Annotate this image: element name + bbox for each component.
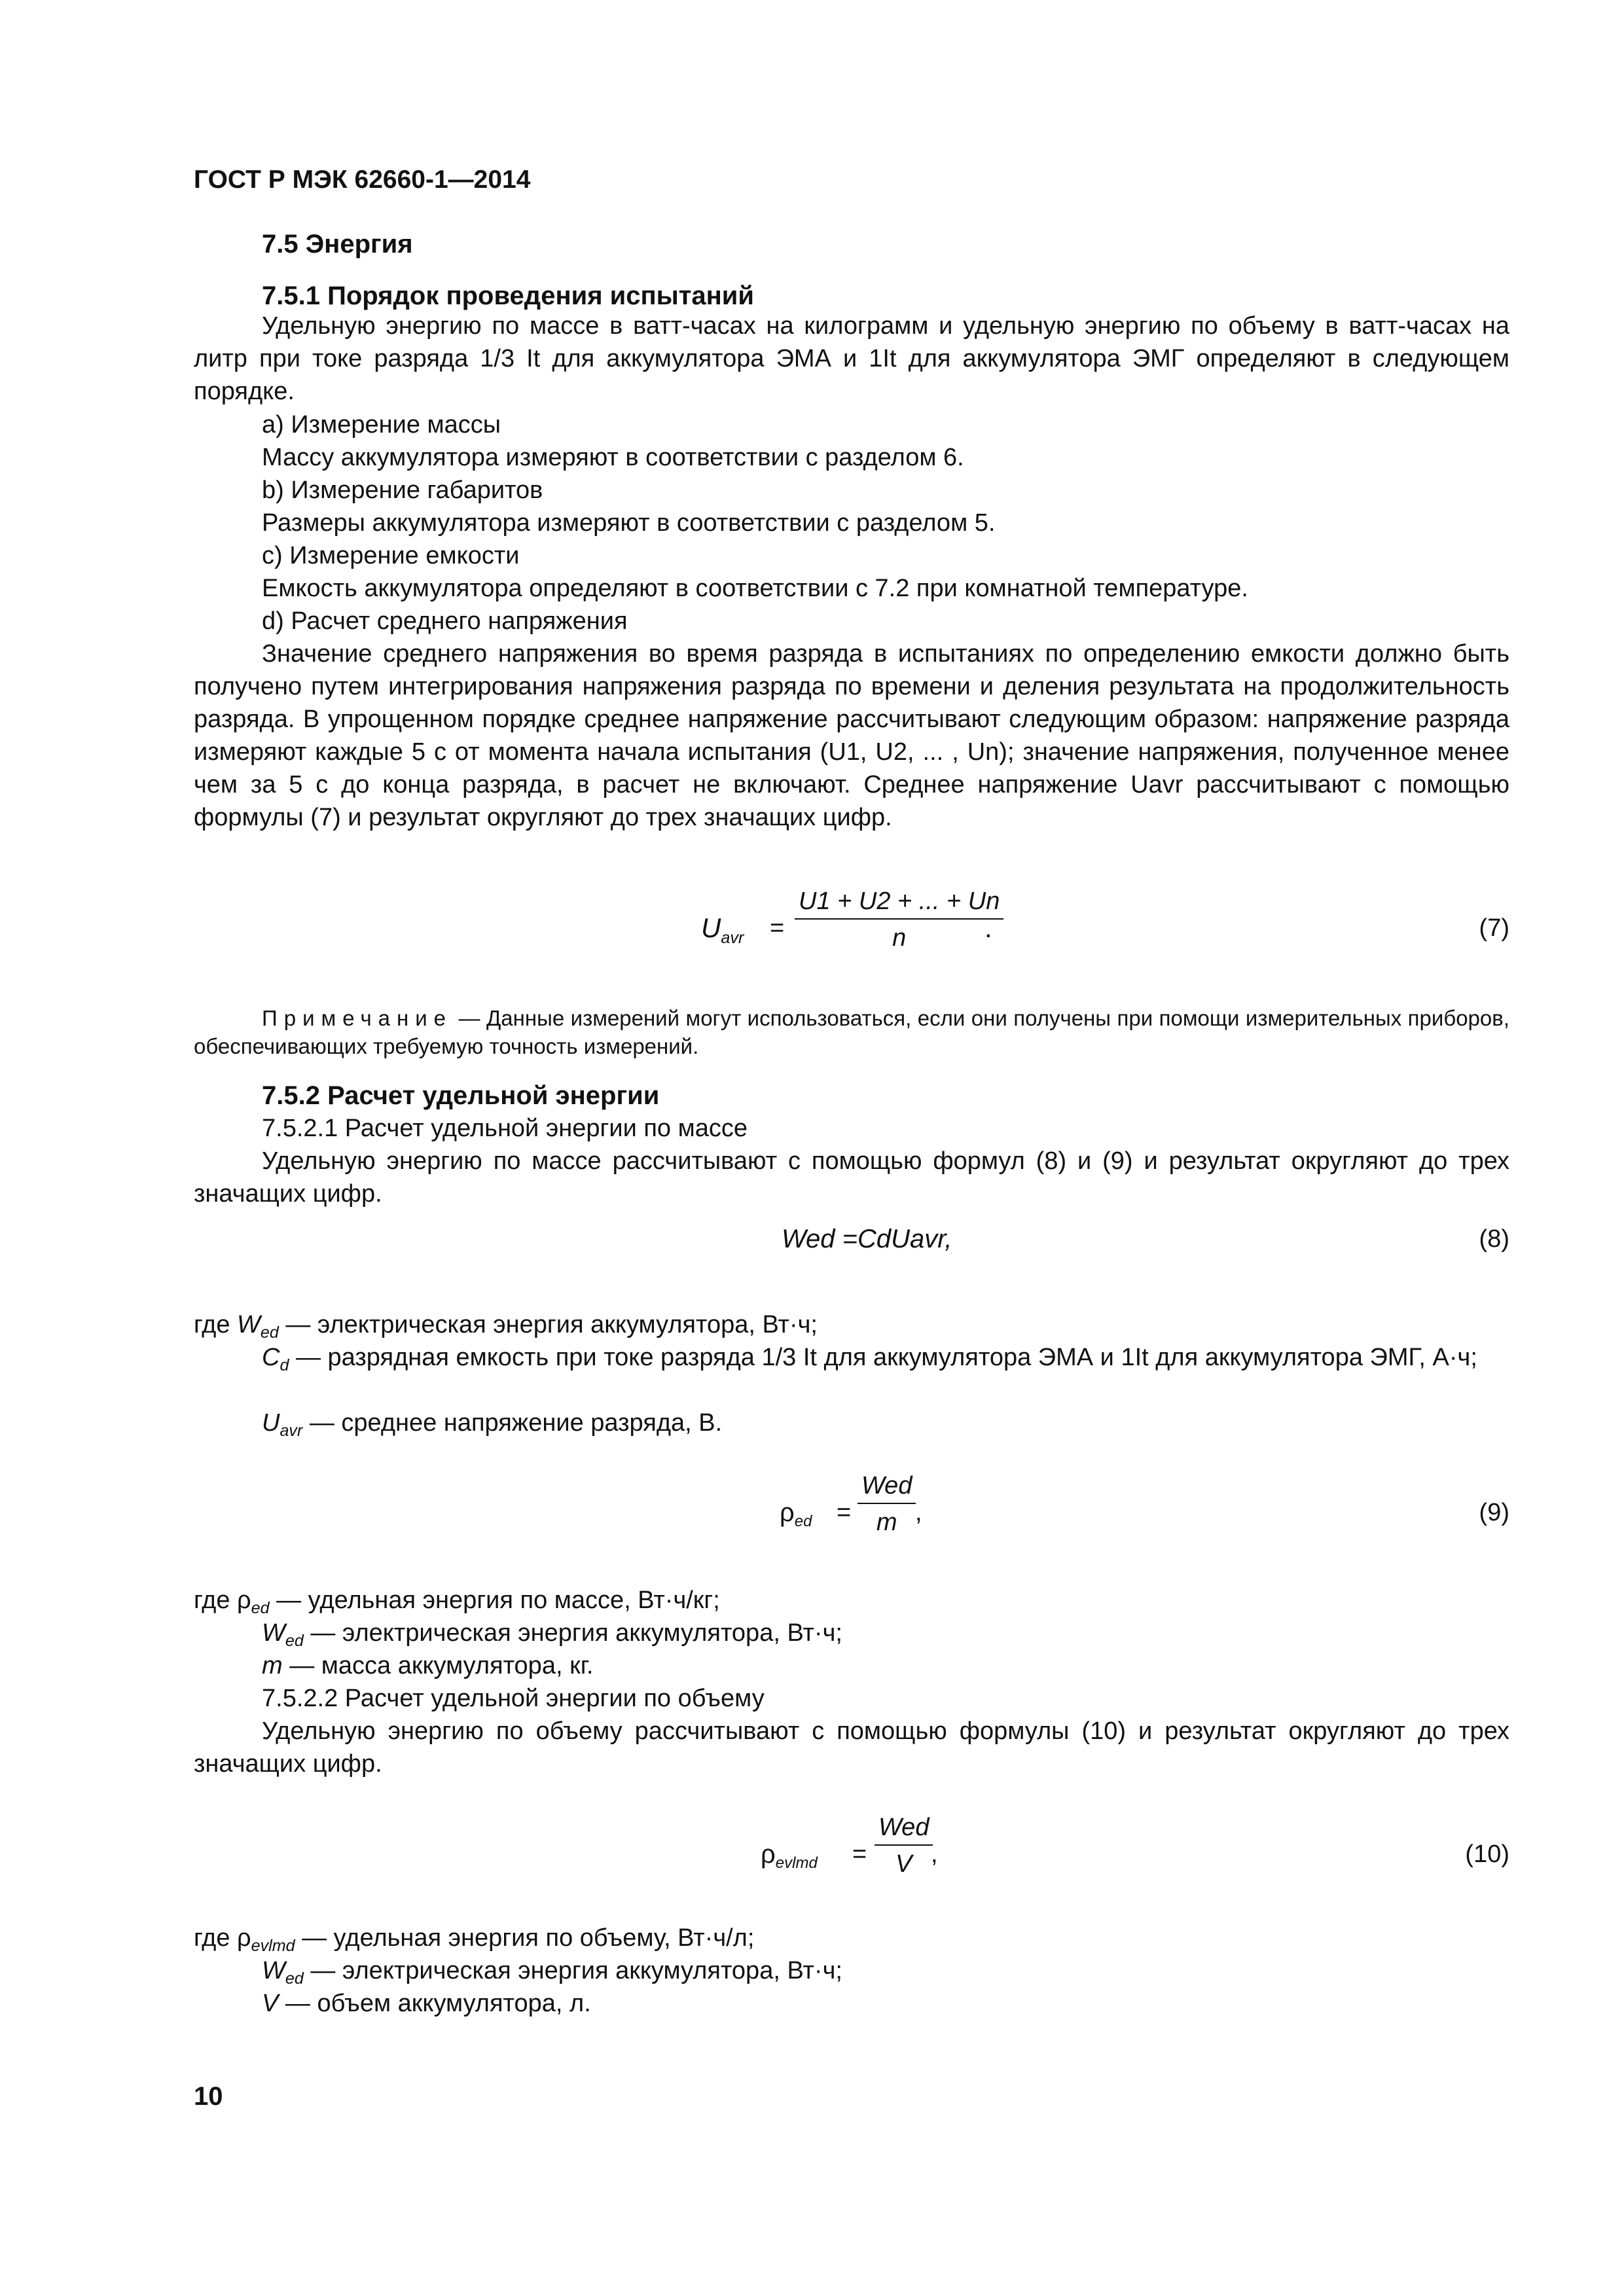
where-9-rho: где $\rho_{ed}$ — удельная энергия по массе, Вт·ч/кг; (194, 1587, 720, 1618)
note-text: — Данные измерений могут использоваться, если они получены при помощи измерительных приборов, обеспечивающих требуемую точность измерений. (194, 1006, 1509, 1058)
item-c-text: Емкость аккумулятора определяют в соответствии с 7.2 при комнатной температуре. (262, 575, 1248, 602)
formula-9 (194, 1471, 1509, 1563)
formula-10-tail: , (931, 1840, 938, 1868)
equation-number-9: (9) (1479, 1499, 1509, 1526)
formula-9-fraction (857, 1471, 916, 1538)
where-8-c: $C_d$ — разрядная емкость при токе разряда 1/3 It для аккумулятора ЭМА и 1It для аккумулятора ЭМГ, А·ч; (262, 1344, 1477, 1375)
item-c-title: c) Измерение емкости (262, 542, 520, 569)
formula-7-numerator: U1 + U2 + ... + Un (795, 887, 1003, 920)
item-a-title: a) Измерение массы (262, 411, 501, 439)
where-10-v: V — объем аккумулятора, л. (262, 1990, 591, 2017)
formula-8 (194, 1223, 1509, 1262)
item-b-title: b) Измерение габаритов (262, 476, 543, 504)
section-7-5-2-title: 7.5.2 Расчет удельной энергии (262, 1081, 660, 1110)
formula-7-fraction (795, 887, 1003, 954)
formula-7-lhs: $U_{avr}$ (701, 912, 744, 947)
formula-8-expression: Wed =CdUavr, (782, 1225, 952, 1253)
formula-9-lhs: $\rho_{ed}$ (780, 1498, 812, 1531)
note (194, 1004, 1509, 1060)
formula-9-equals: = (837, 1499, 852, 1526)
formula-10-denominator: V (895, 1850, 912, 1878)
where-10-w: $W_{ed}$ — электрическая энергия аккумулятора, Вт·ч; (262, 1957, 842, 1988)
equation-number-10: (10) (1465, 1840, 1509, 1868)
item-b-text: Размеры аккумулятора измеряют в соответствии с разделом 5. (262, 509, 996, 537)
where-9-w: $W_{ed}$ — электрическая энергия аккумулятора, Вт·ч; (262, 1619, 842, 1651)
where-8-u: $U_{avr}$ — среднее напряжение разряда, В. (262, 1409, 723, 1441)
formula-10-numerator: Wed (875, 1813, 933, 1846)
where-10-rho: где $\rho_{evlmd}$ — удельная энергия по объему, Вт·ч/л; (194, 1924, 755, 1956)
section-7-5-2-2-title: 7.5.2.2 Расчет удельной энергии по объему (262, 1685, 765, 1712)
formula-9-denominator: m (876, 1509, 897, 1536)
equation-number-7: (7) (1479, 914, 1509, 942)
note-label: Примечание (262, 1006, 453, 1030)
equation-number-8: (8) (1479, 1225, 1509, 1253)
formula-9-tail: , (915, 1499, 922, 1526)
section-7-5-1-title: 7.5.1 Порядок проведения испытаний (262, 281, 754, 310)
item-d-text: Значение среднего напряжения во время разряда в испытаниях по определению емкости должно быть получено путем интегрирования напряжения разряда по времени и деления результата на продолжительность разряда. В упрощенном порядке среднее напряжение рассчитывают следующим образом: напряжение разряда измеряют каждые 5 с от момента начала испытания (U1, U2, ... , Un); значение напряжения, полученное менее чем за 5 с до конца разряда, в расчет не включают. Среднее напряжение Uavr рассчитывают с помощью формулы (7) и результат округляют до трех значащих цифр. (194, 640, 1509, 831)
formula-7 (194, 887, 1509, 978)
section-7-5-2-1-title: 7.5.2.1 Расчет удельной энергии по массе (262, 1115, 748, 1142)
section-7-5-1-intro: Удельную энергию по массе в ватт-часах на килограмм и удельную энергию по объему в ватт-часах на литр при токе разряда 1/3 It для аккумулятора ЭМА и 1It для аккумулятора ЭМГ определяют в следующем порядке. (194, 312, 1509, 405)
formula-7-tail: . (984, 912, 992, 943)
formula-10-lhs: $\rho_{evlmd}$ (761, 1840, 818, 1873)
formula-10 (194, 1813, 1509, 1905)
formula-9-numerator: Wed (857, 1471, 916, 1504)
where-8-w: где $W_{ed}$ — электрическая энергия аккумулятора, Вт·ч; (194, 1311, 818, 1342)
formula-7-equals: = (770, 914, 785, 942)
document-header: ГОСТ Р МЭК 62660-1—2014 (194, 166, 531, 194)
section-7-5-2-1-text: Удельную энергию по массе рассчитывают с помощью формул (8) и (9) и результат округляют до трех значащих цифр. (194, 1147, 1509, 1208)
formula-7-denominator: n (892, 924, 907, 952)
where-9-m: m — масса аккумулятора, кг. (262, 1652, 594, 1679)
page-content (194, 0, 1509, 2296)
section-7-5-title: 7.5 Энергия (262, 230, 413, 259)
formula-10-equals: = (852, 1840, 867, 1868)
item-a-text: Массу аккумулятора измеряют в соответствии с разделом 6. (262, 444, 964, 471)
page-number: 10 (194, 2082, 223, 2111)
formula-10-fraction (875, 1813, 933, 1880)
item-d-title: d) Расчет среднего напряжения (262, 607, 628, 635)
section-7-5-2-2-text: Удельную энергию по объему рассчитывают с помощью формулы (10) и результат округляют до трех значащих цифр. (194, 1717, 1509, 1778)
